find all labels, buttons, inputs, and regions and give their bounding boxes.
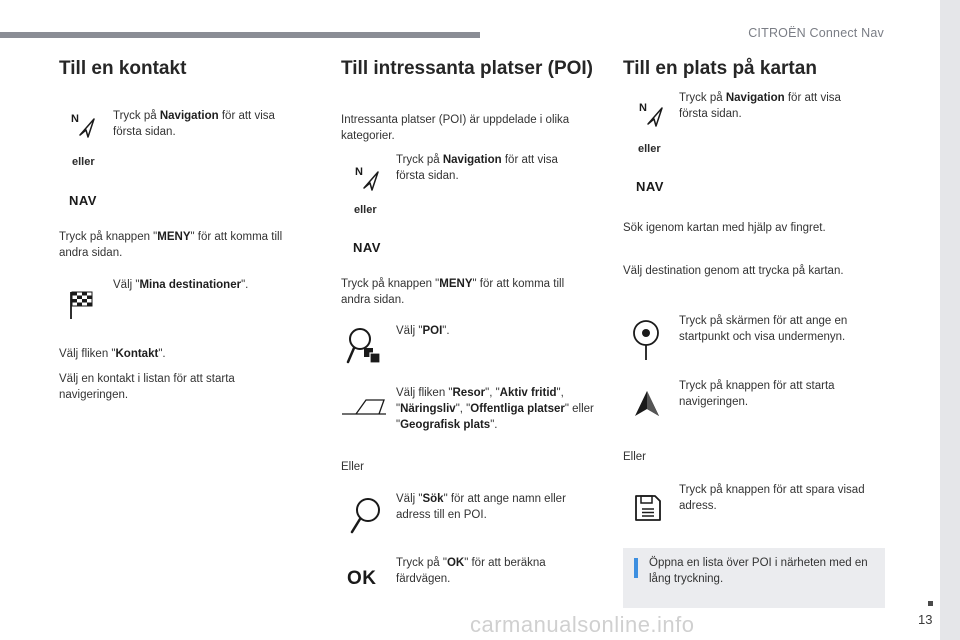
navigation-icon-letter: N <box>639 102 647 114</box>
page-header-title: CITROËN Connect Nav <box>748 26 884 40</box>
location-pin-icon <box>631 318 661 367</box>
section-title-map: Till en plats på kartan <box>623 58 817 79</box>
map-eller: Eller <box>623 451 647 463</box>
info-text: Öppna en lista över POI i närheten med en lång tryckning. <box>649 557 868 585</box>
poi-step-6: Tryck på "OK" för att beräkna färdvägen. <box>396 557 546 585</box>
tabs-icon <box>341 398 387 421</box>
poi-eller: Eller <box>341 461 365 473</box>
nav-button-label: NAV <box>636 179 664 194</box>
contact-step-2: Tryck på knappen "MENY" för att komma till andra sidan. <box>59 231 283 259</box>
map-step-1: Tryck på Navigation för att visa första sidan. <box>679 92 841 120</box>
header-bar <box>0 32 480 38</box>
page-dot <box>928 601 933 606</box>
map-step-2: Sök igenom kartan med hjälp av fingret. <box>623 222 826 234</box>
poi-intro: Intressanta platser (POI) är uppdelade i olika kategorier. <box>341 114 570 142</box>
eller-label: eller <box>638 143 661 155</box>
nav-button-label: NAV <box>69 193 97 208</box>
section-title-contact: Till en kontakt <box>59 58 187 79</box>
nav-button-label: NAV <box>353 240 381 255</box>
navigation-arrow-icon <box>633 389 661 424</box>
map-step-3: Välj destination genom att trycka på kartan. <box>623 265 844 277</box>
ok-button-label: OK <box>347 568 377 589</box>
eller-label: eller <box>72 156 95 168</box>
contact-step-5: Välj en kontakt i listan för att starta navigeringen. <box>59 373 235 401</box>
page-number: 13 <box>918 612 933 627</box>
poi-step-4: Välj fliken "Resor", "Aktiv fritid", "Näringsliv", "Offentliga platser" eller "Geografisk plats". <box>396 387 594 431</box>
info-box <box>623 548 885 608</box>
navigation-icon-letter: N <box>355 166 363 178</box>
contact-step-3: Välj "Mina destinationer". <box>113 279 249 291</box>
poi-step-3: Välj "POI". <box>396 325 450 337</box>
save-icon <box>633 493 663 528</box>
checkered-flag-icon <box>68 290 96 325</box>
map-step-6: Tryck på knappen för att spara visad adress. <box>679 484 865 512</box>
poi-step-5: Välj "Sök" för att ange namn eller adress till en POI. <box>396 493 566 521</box>
map-step-4: Tryck på skärmen för att ange en startpunkt och visa undermenyn. <box>679 315 848 343</box>
watermark: carmanualsonline.info <box>470 612 695 637</box>
page-side-strip <box>940 0 960 640</box>
map-step-5: Tryck på knappen för att starta navigeringen. <box>679 380 835 408</box>
contact-step-1: Tryck på Navigation för att visa första sidan. <box>113 110 275 138</box>
eller-label: eller <box>354 204 377 216</box>
contact-step-4: Välj fliken "Kontakt". <box>59 348 166 360</box>
search-icon <box>348 497 382 540</box>
info-icon <box>634 558 638 578</box>
section-title-poi: Till intressanta platser (POI) <box>341 58 594 79</box>
poi-step-2: Tryck på knappen "MENY" för att komma till andra sidan. <box>341 278 565 306</box>
poi-step-1: Tryck på Navigation för att visa första sidan. <box>396 154 558 182</box>
navigation-icon-letter: N <box>71 113 79 125</box>
poi-search-icon <box>345 326 385 371</box>
